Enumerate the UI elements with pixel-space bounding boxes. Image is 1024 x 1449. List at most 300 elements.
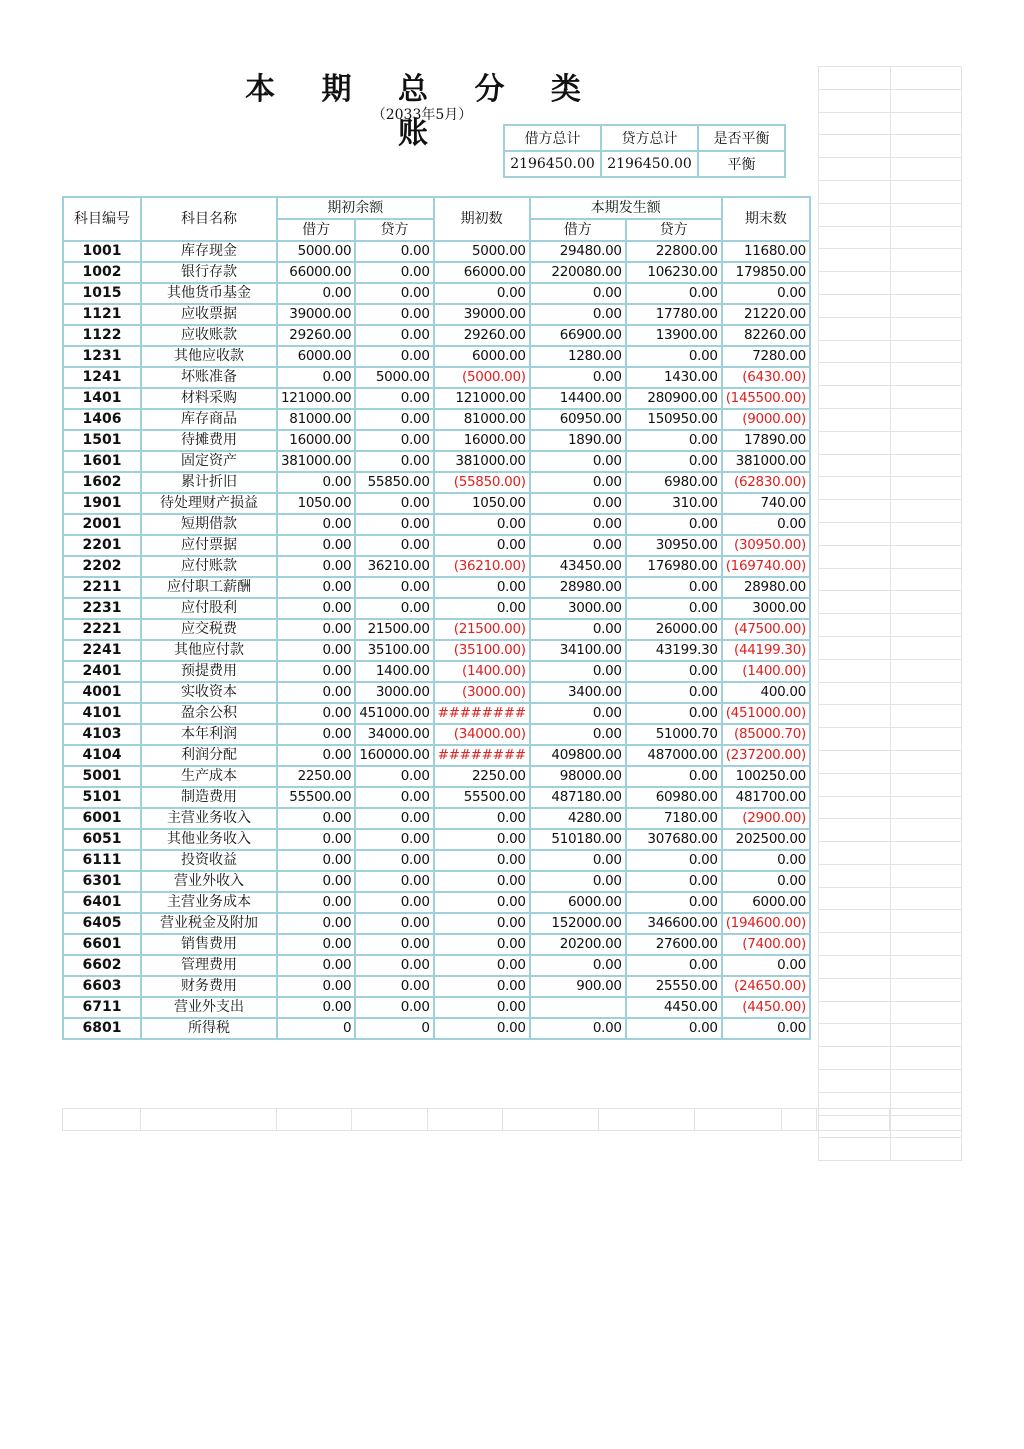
cell-period-debit[interactable]: 43450.00 xyxy=(530,556,626,577)
cell-opening-credit[interactable]: 0.00 xyxy=(355,577,433,598)
cell-opening-credit[interactable]: 0.00 xyxy=(355,976,433,997)
cell-opening-debit[interactable]: 81000.00 xyxy=(277,409,355,430)
cell-opening[interactable]: 0.00 xyxy=(434,535,530,556)
cell-opening-credit[interactable]: 0.00 xyxy=(355,451,433,472)
cell-opening-debit[interactable]: 0 xyxy=(277,1018,355,1039)
cell-closing[interactable]: (4450.00) xyxy=(722,997,810,1018)
cell-opening-debit[interactable]: 29260.00 xyxy=(277,325,355,346)
cell-opening-debit[interactable]: 0.00 xyxy=(277,976,355,997)
cell-name[interactable]: 实收资本 xyxy=(141,682,277,703)
cell-opening-credit[interactable]: 0.00 xyxy=(355,808,433,829)
cell-period-credit[interactable]: 0.00 xyxy=(626,283,722,304)
cell-period-debit[interactable]: 3400.00 xyxy=(530,682,626,703)
cell-name[interactable]: 制造费用 xyxy=(141,787,277,808)
cell-code[interactable]: 1015 xyxy=(63,283,141,304)
cell-closing[interactable]: 381000.00 xyxy=(722,451,810,472)
cell-period-credit[interactable]: 176980.00 xyxy=(626,556,722,577)
cell-name[interactable]: 投资收益 xyxy=(141,850,277,871)
cell-opening-credit[interactable]: 36210.00 xyxy=(355,556,433,577)
cell-name[interactable]: 坏账准备 xyxy=(141,367,277,388)
cell-opening-credit[interactable]: 0.00 xyxy=(355,871,433,892)
cell-name[interactable]: 库存商品 xyxy=(141,409,277,430)
cell-code[interactable]: 1401 xyxy=(63,388,141,409)
cell-opening-credit[interactable]: 0.00 xyxy=(355,892,433,913)
cell-name[interactable]: 应付票据 xyxy=(141,535,277,556)
cell-name[interactable]: 其他业务收入 xyxy=(141,829,277,850)
cell-period-debit[interactable]: 3000.00 xyxy=(530,598,626,619)
cell-opening-credit[interactable]: 0.00 xyxy=(355,766,433,787)
cell-opening-credit[interactable]: 0.00 xyxy=(355,850,433,871)
cell-period-credit[interactable]: 0.00 xyxy=(626,871,722,892)
cell-period-debit[interactable]: 152000.00 xyxy=(530,913,626,934)
cell-opening[interactable]: 5000.00 xyxy=(434,241,530,262)
cell-code[interactable]: 2001 xyxy=(63,514,141,535)
cell-period-credit[interactable]: 487000.00 xyxy=(626,745,722,766)
cell-name[interactable]: 应付职工薪酬 xyxy=(141,577,277,598)
cell-code[interactable]: 1602 xyxy=(63,472,141,493)
cell-opening-debit[interactable]: 0.00 xyxy=(277,997,355,1018)
cell-closing[interactable]: 3000.00 xyxy=(722,598,810,619)
cell-period-credit[interactable]: 106230.00 xyxy=(626,262,722,283)
cell-opening[interactable]: 121000.00 xyxy=(434,388,530,409)
cell-opening-debit[interactable]: 0.00 xyxy=(277,598,355,619)
cell-opening[interactable]: 0.00 xyxy=(434,934,530,955)
cell-closing[interactable]: 100250.00 xyxy=(722,766,810,787)
cell-period-credit[interactable]: 0.00 xyxy=(626,661,722,682)
cell-period-credit[interactable]: 27600.00 xyxy=(626,934,722,955)
cell-name[interactable]: 固定资产 xyxy=(141,451,277,472)
cell-period-debit[interactable]: 0.00 xyxy=(530,514,626,535)
cell-name[interactable]: 应收票据 xyxy=(141,304,277,325)
cell-opening-credit[interactable]: 0.00 xyxy=(355,913,433,934)
cell-period-debit[interactable]: 409800.00 xyxy=(530,745,626,766)
cell-opening[interactable]: 0.00 xyxy=(434,1018,530,1039)
cell-period-debit[interactable]: 0.00 xyxy=(530,661,626,682)
cell-code[interactable]: 2401 xyxy=(63,661,141,682)
cell-period-debit[interactable]: 4280.00 xyxy=(530,808,626,829)
cell-period-debit[interactable]: 1280.00 xyxy=(530,346,626,367)
cell-opening-debit[interactable]: 0.00 xyxy=(277,913,355,934)
cell-closing[interactable]: (451000.00) xyxy=(722,703,810,724)
summary-credit-total[interactable]: 2196450.00 xyxy=(601,151,698,177)
cell-opening[interactable]: 0.00 xyxy=(434,808,530,829)
cell-opening-credit[interactable]: 0.00 xyxy=(355,325,433,346)
cell-code[interactable]: 5101 xyxy=(63,787,141,808)
cell-name[interactable]: 销售费用 xyxy=(141,934,277,955)
cell-period-credit[interactable]: 0.00 xyxy=(626,892,722,913)
cell-closing[interactable]: 6000.00 xyxy=(722,892,810,913)
cell-code[interactable]: 6111 xyxy=(63,850,141,871)
cell-opening-debit[interactable]: 0.00 xyxy=(277,871,355,892)
cell-opening-credit[interactable]: 0.00 xyxy=(355,262,433,283)
cell-opening-debit[interactable]: 0.00 xyxy=(277,724,355,745)
cell-name[interactable]: 其他货币基金 xyxy=(141,283,277,304)
cell-opening-credit[interactable]: 0.00 xyxy=(355,304,433,325)
cell-opening-debit[interactable]: 0.00 xyxy=(277,808,355,829)
cell-code[interactable]: 2201 xyxy=(63,535,141,556)
cell-opening-credit[interactable]: 0.00 xyxy=(355,787,433,808)
cell-name[interactable]: 待摊费用 xyxy=(141,430,277,451)
cell-name[interactable]: 材料采购 xyxy=(141,388,277,409)
cell-opening[interactable]: 66000.00 xyxy=(434,262,530,283)
cell-opening-debit[interactable]: 121000.00 xyxy=(277,388,355,409)
cell-code[interactable]: 1601 xyxy=(63,451,141,472)
cell-opening-credit[interactable]: 0.00 xyxy=(355,493,433,514)
cell-name[interactable]: 生产成本 xyxy=(141,766,277,787)
cell-code[interactable]: 1231 xyxy=(63,346,141,367)
cell-opening-credit[interactable]: 21500.00 xyxy=(355,619,433,640)
cell-opening-credit[interactable]: 0.00 xyxy=(355,241,433,262)
cell-opening-debit[interactable]: 0.00 xyxy=(277,934,355,955)
cell-closing[interactable]: 0.00 xyxy=(722,283,810,304)
cell-period-debit[interactable]: 6000.00 xyxy=(530,892,626,913)
cell-closing[interactable]: 0.00 xyxy=(722,514,810,535)
cell-name[interactable]: 应交税费 xyxy=(141,619,277,640)
cell-opening[interactable]: 0.00 xyxy=(434,913,530,934)
cell-period-debit[interactable]: 0.00 xyxy=(530,703,626,724)
cell-closing[interactable]: (62830.00) xyxy=(722,472,810,493)
cell-period-credit[interactable]: 30950.00 xyxy=(626,535,722,556)
cell-opening[interactable]: 0.00 xyxy=(434,598,530,619)
cell-opening[interactable]: ######## xyxy=(434,703,530,724)
cell-opening-credit[interactable]: 0.00 xyxy=(355,283,433,304)
cell-opening[interactable]: (3000.00) xyxy=(434,682,530,703)
cell-code[interactable]: 1901 xyxy=(63,493,141,514)
cell-opening-debit[interactable]: 0.00 xyxy=(277,472,355,493)
cell-opening-credit[interactable]: 5000.00 xyxy=(355,367,433,388)
cell-code[interactable]: 4103 xyxy=(63,724,141,745)
cell-name[interactable]: 主营业务收入 xyxy=(141,808,277,829)
cell-period-debit[interactable]: 0.00 xyxy=(530,1018,626,1039)
cell-code[interactable]: 1122 xyxy=(63,325,141,346)
cell-opening-debit[interactable]: 39000.00 xyxy=(277,304,355,325)
cell-name[interactable]: 其他应付款 xyxy=(141,640,277,661)
cell-code[interactable]: 6405 xyxy=(63,913,141,934)
cell-name[interactable]: 营业外收入 xyxy=(141,871,277,892)
cell-period-credit[interactable]: 13900.00 xyxy=(626,325,722,346)
cell-closing[interactable]: 11680.00 xyxy=(722,241,810,262)
cell-opening-credit[interactable]: 0.00 xyxy=(355,388,433,409)
cell-closing[interactable]: 7280.00 xyxy=(722,346,810,367)
cell-code[interactable]: 6401 xyxy=(63,892,141,913)
cell-opening-debit[interactable]: 2250.00 xyxy=(277,766,355,787)
cell-period-debit[interactable]: 510180.00 xyxy=(530,829,626,850)
cell-period-debit[interactable]: 0.00 xyxy=(530,850,626,871)
cell-opening[interactable]: 81000.00 xyxy=(434,409,530,430)
cell-period-credit[interactable]: 0.00 xyxy=(626,346,722,367)
cell-opening[interactable]: (34000.00) xyxy=(434,724,530,745)
cell-period-debit[interactable]: 60950.00 xyxy=(530,409,626,430)
cell-period-credit[interactable]: 0.00 xyxy=(626,766,722,787)
cell-opening-debit[interactable]: 0.00 xyxy=(277,535,355,556)
cell-code[interactable]: 6711 xyxy=(63,997,141,1018)
cell-opening-credit[interactable]: 0.00 xyxy=(355,955,433,976)
cell-name[interactable]: 应付股利 xyxy=(141,598,277,619)
cell-opening-debit[interactable]: 0.00 xyxy=(277,661,355,682)
cell-code[interactable]: 1406 xyxy=(63,409,141,430)
cell-opening-debit[interactable]: 0.00 xyxy=(277,367,355,388)
cell-name[interactable]: 预提费用 xyxy=(141,661,277,682)
cell-period-credit[interactable]: 4450.00 xyxy=(626,997,722,1018)
cell-closing[interactable]: 0.00 xyxy=(722,955,810,976)
cell-code[interactable]: 1121 xyxy=(63,304,141,325)
cell-closing[interactable]: (7400.00) xyxy=(722,934,810,955)
summary-debit-total[interactable]: 2196450.00 xyxy=(504,151,601,177)
cell-period-credit[interactable]: 0.00 xyxy=(626,850,722,871)
cell-period-debit[interactable]: 0.00 xyxy=(530,283,626,304)
cell-name[interactable]: 主营业务成本 xyxy=(141,892,277,913)
cell-period-credit[interactable]: 0.00 xyxy=(626,955,722,976)
cell-opening-debit[interactable]: 16000.00 xyxy=(277,430,355,451)
cell-opening-credit[interactable]: 55850.00 xyxy=(355,472,433,493)
cell-closing[interactable]: 481700.00 xyxy=(722,787,810,808)
cell-period-credit[interactable]: 7180.00 xyxy=(626,808,722,829)
cell-name[interactable]: 营业外支出 xyxy=(141,997,277,1018)
cell-period-credit[interactable]: 150950.00 xyxy=(626,409,722,430)
cell-opening-debit[interactable]: 0.00 xyxy=(277,850,355,871)
cell-name[interactable]: 应收账款 xyxy=(141,325,277,346)
cell-opening-debit[interactable]: 381000.00 xyxy=(277,451,355,472)
cell-period-debit[interactable]: 0.00 xyxy=(530,619,626,640)
cell-period-debit[interactable]: 66900.00 xyxy=(530,325,626,346)
cell-opening[interactable]: (55850.00) xyxy=(434,472,530,493)
cell-opening-debit[interactable]: 0.00 xyxy=(277,892,355,913)
cell-name[interactable]: 所得税 xyxy=(141,1018,277,1039)
cell-opening-debit[interactable]: 55500.00 xyxy=(277,787,355,808)
cell-closing[interactable]: (2900.00) xyxy=(722,808,810,829)
cell-name[interactable]: 盈余公积 xyxy=(141,703,277,724)
cell-opening-credit[interactable]: 0.00 xyxy=(355,535,433,556)
cell-opening[interactable]: 0.00 xyxy=(434,850,530,871)
cell-closing[interactable]: 202500.00 xyxy=(722,829,810,850)
cell-opening-credit[interactable]: 0.00 xyxy=(355,409,433,430)
cell-period-debit[interactable]: 34100.00 xyxy=(530,640,626,661)
cell-closing[interactable]: 400.00 xyxy=(722,682,810,703)
cell-period-credit[interactable]: 25550.00 xyxy=(626,976,722,997)
cell-period-debit[interactable]: 0.00 xyxy=(530,451,626,472)
summary-balanced-status[interactable]: 平衡 xyxy=(698,151,785,177)
cell-opening[interactable]: (35100.00) xyxy=(434,640,530,661)
cell-code[interactable]: 4001 xyxy=(63,682,141,703)
cell-period-credit[interactable]: 43199.30 xyxy=(626,640,722,661)
cell-opening-credit[interactable]: 35100.00 xyxy=(355,640,433,661)
cell-period-credit[interactable]: 0.00 xyxy=(626,598,722,619)
cell-period-credit[interactable]: 0.00 xyxy=(626,514,722,535)
cell-name[interactable]: 营业税金及附加 xyxy=(141,913,277,934)
cell-opening[interactable]: 0.00 xyxy=(434,577,530,598)
cell-code[interactable]: 6001 xyxy=(63,808,141,829)
cell-period-credit[interactable]: 17780.00 xyxy=(626,304,722,325)
cell-code[interactable]: 4104 xyxy=(63,745,141,766)
cell-closing[interactable]: 0.00 xyxy=(722,871,810,892)
cell-opening-debit[interactable]: 66000.00 xyxy=(277,262,355,283)
cell-period-debit[interactable]: 220080.00 xyxy=(530,262,626,283)
cell-opening[interactable]: 29260.00 xyxy=(434,325,530,346)
cell-opening-debit[interactable]: 0.00 xyxy=(277,514,355,535)
cell-period-credit[interactable]: 51000.70 xyxy=(626,724,722,745)
cell-opening-debit[interactable]: 0.00 xyxy=(277,577,355,598)
cell-closing[interactable]: (1400.00) xyxy=(722,661,810,682)
cell-period-debit[interactable]: 0.00 xyxy=(530,493,626,514)
cell-opening[interactable]: (36210.00) xyxy=(434,556,530,577)
cell-name[interactable]: 待处理财产损益 xyxy=(141,493,277,514)
cell-period-debit[interactable]: 14400.00 xyxy=(530,388,626,409)
cell-period-credit[interactable]: 0.00 xyxy=(626,682,722,703)
cell-period-credit[interactable]: 6980.00 xyxy=(626,472,722,493)
cell-period-debit[interactable]: 0.00 xyxy=(530,724,626,745)
cell-name[interactable]: 短期借款 xyxy=(141,514,277,535)
cell-code[interactable]: 6051 xyxy=(63,829,141,850)
cell-code[interactable]: 1501 xyxy=(63,430,141,451)
cell-name[interactable]: 银行存款 xyxy=(141,262,277,283)
cell-period-credit[interactable]: 60980.00 xyxy=(626,787,722,808)
cell-closing[interactable]: (24650.00) xyxy=(722,976,810,997)
cell-opening-debit[interactable]: 6000.00 xyxy=(277,346,355,367)
cell-period-credit[interactable]: 307680.00 xyxy=(626,829,722,850)
cell-opening-debit[interactable]: 0.00 xyxy=(277,556,355,577)
cell-closing[interactable]: 0.00 xyxy=(722,1018,810,1039)
cell-closing[interactable]: (85000.70) xyxy=(722,724,810,745)
cell-opening[interactable]: (21500.00) xyxy=(434,619,530,640)
cell-period-debit[interactable]: 0.00 xyxy=(530,304,626,325)
cell-period-credit[interactable]: 22800.00 xyxy=(626,241,722,262)
cell-period-debit[interactable]: 28980.00 xyxy=(530,577,626,598)
cell-code[interactable]: 6601 xyxy=(63,934,141,955)
cell-opening-debit[interactable]: 0.00 xyxy=(277,745,355,766)
cell-code[interactable]: 6801 xyxy=(63,1018,141,1039)
cell-code[interactable]: 1002 xyxy=(63,262,141,283)
cell-name[interactable]: 利润分配 xyxy=(141,745,277,766)
cell-code[interactable]: 4101 xyxy=(63,703,141,724)
cell-period-credit[interactable]: 310.00 xyxy=(626,493,722,514)
cell-opening-debit[interactable]: 0.00 xyxy=(277,955,355,976)
cell-opening-credit[interactable]: 160000.00 xyxy=(355,745,433,766)
cell-period-credit[interactable]: 0.00 xyxy=(626,1018,722,1039)
cell-opening[interactable]: 55500.00 xyxy=(434,787,530,808)
cell-closing[interactable]: 740.00 xyxy=(722,493,810,514)
cell-name[interactable]: 财务费用 xyxy=(141,976,277,997)
cell-name[interactable]: 累计折旧 xyxy=(141,472,277,493)
cell-code[interactable]: 6301 xyxy=(63,871,141,892)
cell-period-credit[interactable]: 280900.00 xyxy=(626,388,722,409)
cell-period-debit[interactable]: 20200.00 xyxy=(530,934,626,955)
cell-period-credit[interactable]: 26000.00 xyxy=(626,619,722,640)
cell-period-debit[interactable]: 0.00 xyxy=(530,472,626,493)
cell-opening[interactable]: 0.00 xyxy=(434,871,530,892)
cell-opening[interactable]: (5000.00) xyxy=(434,367,530,388)
cell-opening[interactable]: 0.00 xyxy=(434,955,530,976)
cell-period-debit[interactable]: 900.00 xyxy=(530,976,626,997)
cell-opening[interactable]: 381000.00 xyxy=(434,451,530,472)
cell-period-debit[interactable]: 98000.00 xyxy=(530,766,626,787)
cell-opening-debit[interactable]: 0.00 xyxy=(277,703,355,724)
cell-opening[interactable]: 6000.00 xyxy=(434,346,530,367)
cell-opening[interactable]: (1400.00) xyxy=(434,661,530,682)
cell-opening-credit[interactable]: 0.00 xyxy=(355,598,433,619)
cell-period-credit[interactable]: 0.00 xyxy=(626,703,722,724)
cell-closing[interactable]: (44199.30) xyxy=(722,640,810,661)
cell-code[interactable]: 1241 xyxy=(63,367,141,388)
cell-opening[interactable]: 0.00 xyxy=(434,892,530,913)
cell-period-credit[interactable]: 1430.00 xyxy=(626,367,722,388)
cell-opening-credit[interactable]: 0.00 xyxy=(355,829,433,850)
cell-opening[interactable]: 0.00 xyxy=(434,514,530,535)
cell-closing[interactable]: 21220.00 xyxy=(722,304,810,325)
cell-closing[interactable]: (194600.00) xyxy=(722,913,810,934)
cell-opening[interactable]: 2250.00 xyxy=(434,766,530,787)
cell-opening-debit[interactable]: 0.00 xyxy=(277,640,355,661)
cell-opening[interactable]: 0.00 xyxy=(434,283,530,304)
cell-opening-debit[interactable]: 1050.00 xyxy=(277,493,355,514)
cell-opening[interactable]: 1050.00 xyxy=(434,493,530,514)
cell-name[interactable]: 本年利润 xyxy=(141,724,277,745)
cell-period-debit[interactable]: 0.00 xyxy=(530,367,626,388)
cell-name[interactable]: 应付账款 xyxy=(141,556,277,577)
cell-period-debit[interactable]: 0.00 xyxy=(530,955,626,976)
cell-closing[interactable]: (169740.00) xyxy=(722,556,810,577)
cell-opening-debit[interactable]: 0.00 xyxy=(277,829,355,850)
cell-opening[interactable]: 0.00 xyxy=(434,997,530,1018)
cell-code[interactable]: 6603 xyxy=(63,976,141,997)
cell-opening-debit[interactable]: 0.00 xyxy=(277,283,355,304)
cell-opening[interactable]: 0.00 xyxy=(434,829,530,850)
cell-opening-credit[interactable]: 0 xyxy=(355,1018,433,1039)
cell-name[interactable]: 其他应收款 xyxy=(141,346,277,367)
cell-closing[interactable]: (30950.00) xyxy=(722,535,810,556)
cell-period-debit[interactable]: 0.00 xyxy=(530,535,626,556)
cell-code[interactable]: 1001 xyxy=(63,241,141,262)
cell-period-debit[interactable] xyxy=(530,997,626,1018)
cell-opening-debit[interactable]: 0.00 xyxy=(277,682,355,703)
cell-opening-credit[interactable]: 0.00 xyxy=(355,514,433,535)
cell-closing[interactable]: (47500.00) xyxy=(722,619,810,640)
cell-opening-credit[interactable]: 0.00 xyxy=(355,430,433,451)
cell-closing[interactable]: 82260.00 xyxy=(722,325,810,346)
cell-closing[interactable]: 28980.00 xyxy=(722,577,810,598)
cell-closing[interactable]: (6430.00) xyxy=(722,367,810,388)
cell-closing[interactable]: 0.00 xyxy=(722,850,810,871)
cell-code[interactable]: 5001 xyxy=(63,766,141,787)
cell-opening-debit[interactable]: 5000.00 xyxy=(277,241,355,262)
cell-opening-credit[interactable]: 0.00 xyxy=(355,346,433,367)
cell-opening[interactable]: 39000.00 xyxy=(434,304,530,325)
cell-closing[interactable]: (237200.00) xyxy=(722,745,810,766)
cell-code[interactable]: 2231 xyxy=(63,598,141,619)
cell-period-credit[interactable]: 0.00 xyxy=(626,430,722,451)
cell-period-debit[interactable]: 0.00 xyxy=(530,871,626,892)
cell-period-credit[interactable]: 346600.00 xyxy=(626,913,722,934)
cell-opening[interactable]: 16000.00 xyxy=(434,430,530,451)
cell-period-credit[interactable]: 0.00 xyxy=(626,577,722,598)
cell-code[interactable]: 2211 xyxy=(63,577,141,598)
cell-opening-credit[interactable]: 34000.00 xyxy=(355,724,433,745)
cell-code[interactable]: 2241 xyxy=(63,640,141,661)
cell-closing[interactable]: 17890.00 xyxy=(722,430,810,451)
cell-opening-credit[interactable]: 451000.00 xyxy=(355,703,433,724)
cell-code[interactable]: 6602 xyxy=(63,955,141,976)
cell-code[interactable]: 2202 xyxy=(63,556,141,577)
cell-code[interactable]: 2221 xyxy=(63,619,141,640)
cell-period-debit[interactable]: 29480.00 xyxy=(530,241,626,262)
cell-opening-debit[interactable]: 0.00 xyxy=(277,619,355,640)
cell-opening-credit[interactable]: 3000.00 xyxy=(355,682,433,703)
cell-opening-credit[interactable]: 0.00 xyxy=(355,934,433,955)
cell-opening[interactable]: 0.00 xyxy=(434,976,530,997)
cell-closing[interactable]: (9000.00) xyxy=(722,409,810,430)
cell-opening[interactable]: ######## xyxy=(434,745,530,766)
cell-name[interactable]: 库存现金 xyxy=(141,241,277,262)
cell-period-credit[interactable]: 0.00 xyxy=(626,451,722,472)
